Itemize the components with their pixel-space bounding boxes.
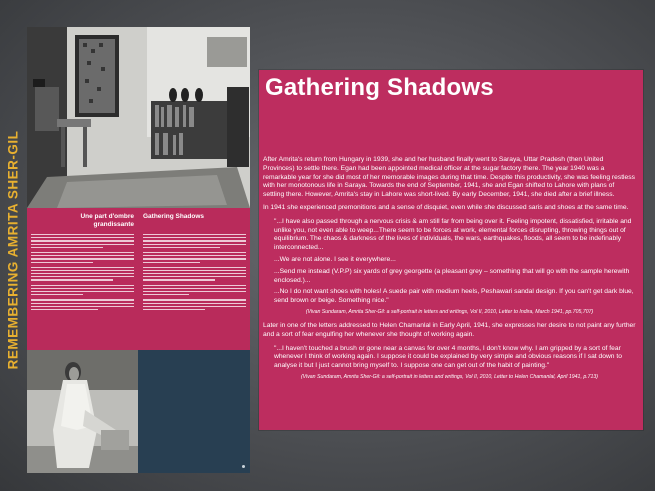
french-text-lines	[31, 234, 134, 312]
citation: (Vivan Sundaram, Amrita Sher-Gil: a self-portrait in letters and writings, Vol II, 2010, Letter to Helen Chamanlal, April 1941, p.713)	[300, 373, 599, 380]
citation: (Vivan Sundaram, Amrita Sher-Gil: a self-portrait in letters and writings, Vol II, 2010, Letter to Indira, March 1941, pp.705,707)	[305, 308, 594, 315]
paragraph: Later in one of the letters addressed to Helen Chamanlal in Early April, 1941, she expresses her desire to not paint any further and a sort of fear engulfing her whenever she thought of working again.	[263, 321, 636, 338]
french-column	[27, 208, 138, 350]
paragraph: In 1941 she experienced premonitions and a sense of disquiet, even while she discussed saris and shoes at the same time.	[263, 203, 629, 211]
article-title: Gathering Shadows	[265, 74, 494, 101]
teal-block	[138, 350, 250, 473]
side-title	[2, 120, 24, 380]
quote-line: "...I have also passed through a nervous crisis & am still far from being over it. Feeling impotent, dissatisfied, irritable and unlike you, not even able to weep...There seem to be forces at work, elemental forces disrupting, throwing things out of equilibrium. The chaos & darkness of the lives of individuals, the wars, earthquakes, floods, all seem to be indefinably interconnected...	[274, 217, 632, 252]
side-title-text: REMEMBERING AMRITA SHER-GIL	[5, 130, 21, 370]
paragraph: After Amrita's return from Hungary in 1939, she and her husband finally went to Saraya, Uttar Pradesh (then United Provinces) to settle there. Egan had been appointed medical officer at the sugar factory there. The year 1940 was a remarkable year for she did most of her memorable images during that time. Despite this productivity, she was feeling restless with her monotonous life in Saraya. Towards the end of September, 1941, she and Egan shifted to Lahore with plans of settling there. However, Amrita's stay in Lahore was short-lived. By early December, 1941, she died after a brief illness.	[263, 156, 635, 199]
magenta-text-band	[27, 208, 250, 350]
quote-line: "...I haven't touched a brush or gone near a canvas for over 4 months, I don't know why. I am gripped by a sort of fear whenever I think of working again. I suppose it could be explained by very simple and obvious reasons if I sat down to analyse it but I just cannot bring myself to. I suppose one can get out of the habit of painting."	[274, 344, 622, 370]
quote-line: ...No I do not want shoes with holes! A suede pair with medium heels, Peshawari sandal design. If you can't get dark blue, send brown or beige. Something nice."	[274, 288, 634, 305]
english-heading: Gathering Shadows	[143, 213, 205, 220]
letter-quote	[274, 218, 636, 306]
exhibition-spread	[27, 27, 250, 473]
english-column	[139, 208, 250, 350]
portrait-photo	[27, 350, 138, 473]
article-body	[263, 156, 636, 387]
english-text-lines	[143, 234, 246, 312]
quote-line: ...We are not alone. I see it everywhere...	[274, 255, 396, 263]
portrait-illustration	[27, 350, 138, 473]
letter-quote	[274, 345, 636, 371]
french-heading: Une part d'ombre grandissante	[80, 213, 134, 228]
room-photo	[27, 27, 250, 208]
quote-line: ...Send me instead (V.P.P) six yards of grey georgette (a pleasant grey – something that will go with the sample herewith enclosed.)...	[274, 267, 630, 284]
page-marker	[242, 465, 245, 468]
article-panel	[259, 70, 643, 430]
room-illustration	[27, 27, 250, 208]
